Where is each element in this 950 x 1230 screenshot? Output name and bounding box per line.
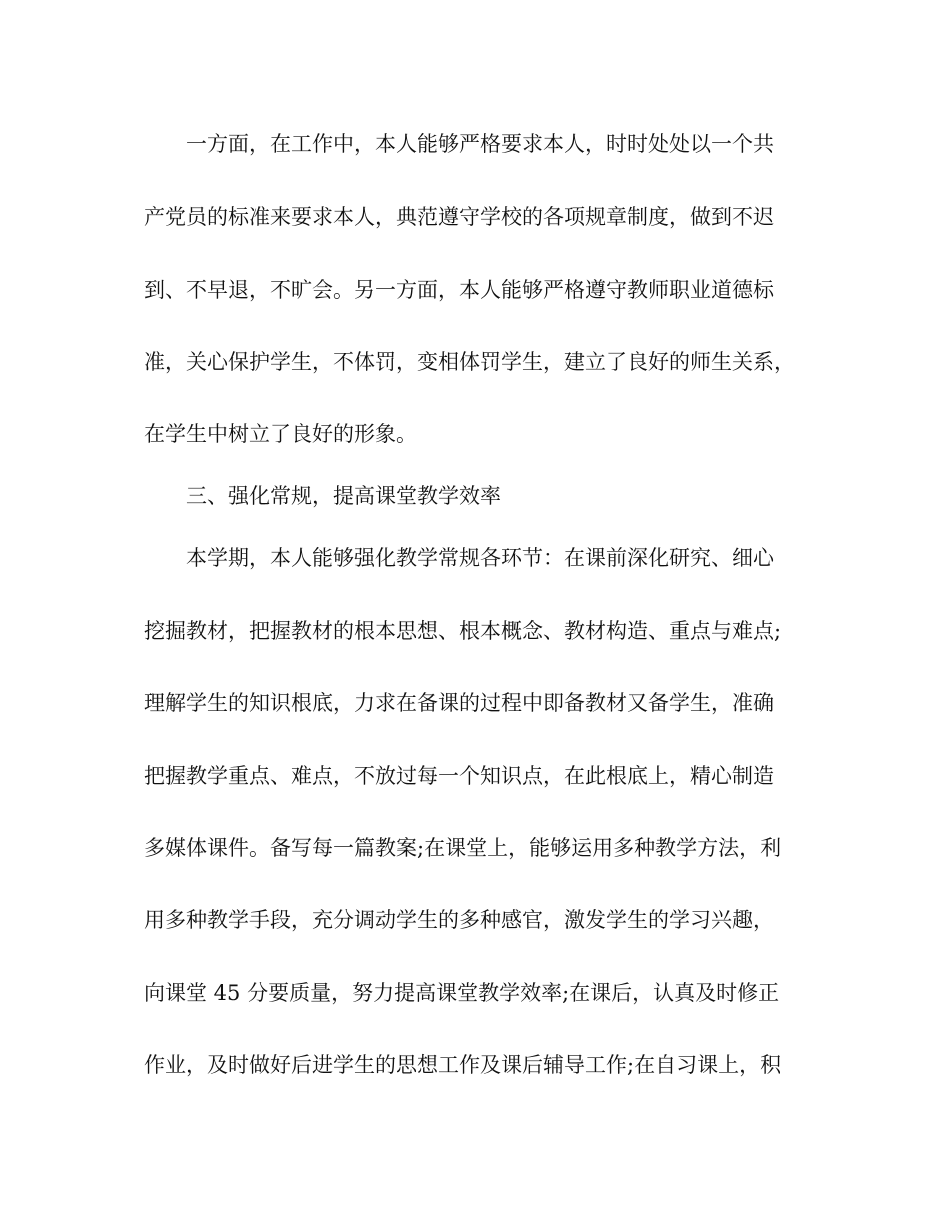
text-line: 到、不早退，不旷会。另一方面，本人能够严格遵守教师职业道德标 <box>144 278 774 302</box>
text-line: 在学生中树立了良好的形象。 <box>144 422 417 446</box>
text-line: 本学期，本人能够强化教学常规各环节：在课前深化研究、细心 <box>186 546 774 570</box>
text-line: 多媒体课件。备写每一篇教案;在课堂上，能够运用多种教学方法，利 <box>144 836 782 860</box>
text-line: 理解学生的知识根底，力求在备课的过程中即备教材又备学生，准确 <box>144 691 774 715</box>
text-line: 把握教学重点、难点，不放过每一个知识点，在此根底上，精心制造 <box>144 764 774 788</box>
text-line: 挖掘教材，把握教材的根本思想、根本概念、教材构造、重点与难点; <box>144 619 782 643</box>
text-line: 用多种教学手段，充分调动学生的多种感官，激发学生的学习兴趣， <box>144 908 774 932</box>
text-line: 向课堂 45 分要质量，努力提高课堂教学效率;在课后，认真及时修正 <box>144 981 780 1005</box>
text-line: 一方面，在工作中，本人能够严格要求本人，时时处处以一个共 <box>186 132 774 156</box>
text-line: 作业，及时做好后进学生的思想工作及课后辅导工作;在自习课上，积 <box>144 1053 782 1077</box>
text-line: 产党员的标准来要求本人，典范遵守学校的各项规章制度，做到不迟 <box>144 205 774 229</box>
section-heading: 三、强化常规，提高课堂教学效率 <box>186 484 501 508</box>
text-line: 准，关心保护学生，不体罚，变相体罚学生，建立了良好的师生关系， <box>144 350 795 374</box>
